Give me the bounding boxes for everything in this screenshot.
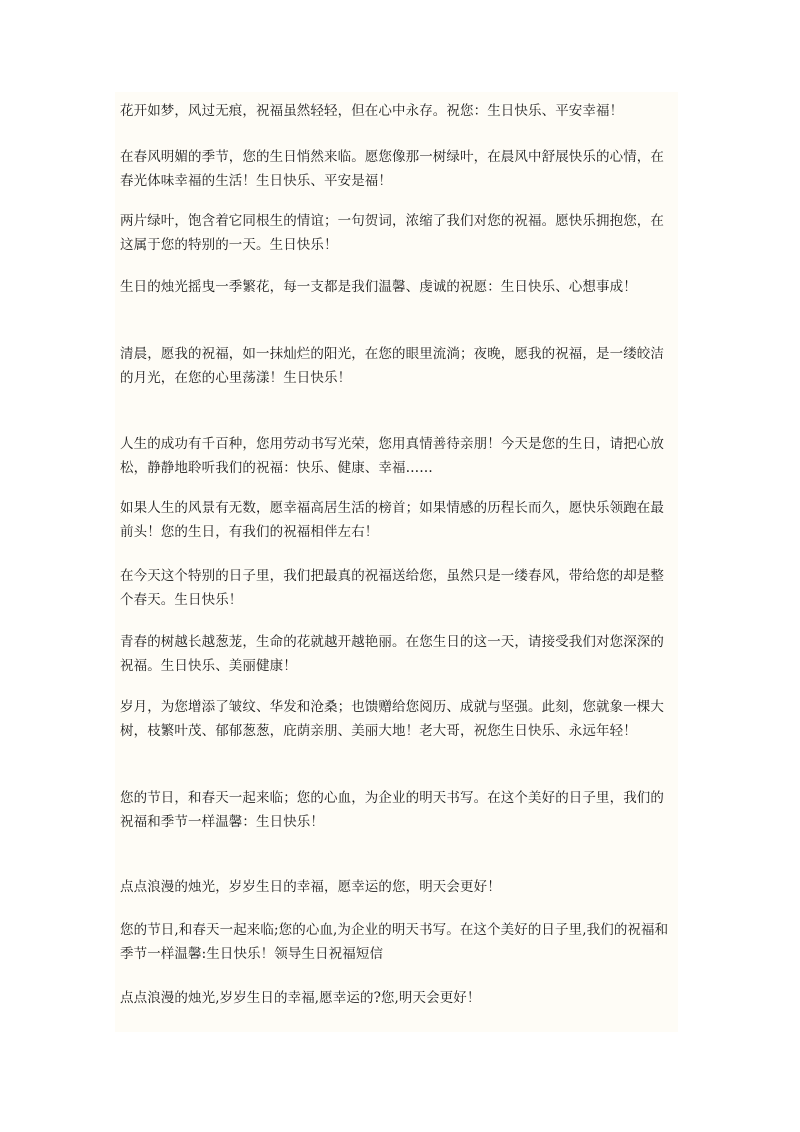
paragraph-8: 在今天这个特别的日子里，我们把最真的祝福送给您，虽然只是一缕春风，带给您的却是整个春天。生日快乐！ [120,568,664,608]
paragraph-11: 您的节日，和春天一起来临；您的心血，为企业的明天书写。在这个美好的日子里，我们的祝福和季节一样温馨：生日快乐！ [120,790,664,830]
paragraph-9: 青春的树越长越葱茏，生命的花就越开越艳丽。在您生日的这一天，请接受我们对您深深的祝福。生日快乐、美丽健康！ [120,634,664,674]
paragraph-4: 生日的烛光摇曳一季繁花，每一支都是我们温馨、虔诚的祝愿：生日快乐、心想事成！ [120,279,637,295]
paragraph-10: 岁月，为您增添了皱纹、华发和沧桑；也馈赠给您阅历、成就与坚强。此刻，您就象一棵大树，枝繁叶茂、郁郁葱葱，庇荫亲朋、美丽大地！老大哥，祝您生日快乐、永远年轻！ [120,699,664,739]
paragraph-12: 点点浪漫的烛光，岁岁生日的幸福，愿幸运的您，明天会更好！ [120,879,501,895]
paragraph-3: 两片绿叶，饱含着它同根生的情谊；一句贺词，浓缩了我们对您的祝福。愿快乐拥抱您，在这属于您的特别的一天。生日快乐！ [120,213,664,253]
paragraph-7: 如果人生的风景有无数，愿幸福高居生活的榜首；如果情感的历程长而久，愿快乐领跑在最前头！您的生日，有我们的祝福相伴左右！ [120,500,664,540]
paragraph-2: 在春风明媚的季节，您的生日悄然来临。愿您像那一树绿叶，在晨风中舒展快乐的心情，在春光体味幸福的生活！生日快乐、平安是福！ [120,149,664,189]
paragraph-1: 花开如梦，风过无痕，祝福虽然轻轻，但在心中永存。祝您：生日快乐、平安幸福！ [120,103,624,119]
paragraph-5: 清晨，愿我的祝福，如一抹灿烂的阳光，在您的眼里流淌；夜晚，愿我的祝福，是一缕皎洁的月光，在您的心里荡漾！生日快乐！ [120,346,664,386]
paragraph-13: 您的节日,和春天一起来临;您的心血,为企业的明天书写。在这个美好的日子里,我们的祝福和季节一样温馨:生日快乐！领导生日祝福短信 [120,922,669,962]
paragraph-6: 人生的成功有千百种，您用劳动书写光荣，您用真情善待亲朋！今天是您的生日，请把心放松，静静地聆听我们的祝福：快乐、健康、幸福…… [120,436,664,476]
paragraph-14: 点点浪漫的烛光,岁岁生日的幸福,愿幸运的?您,明天会更好！ [120,990,481,1006]
